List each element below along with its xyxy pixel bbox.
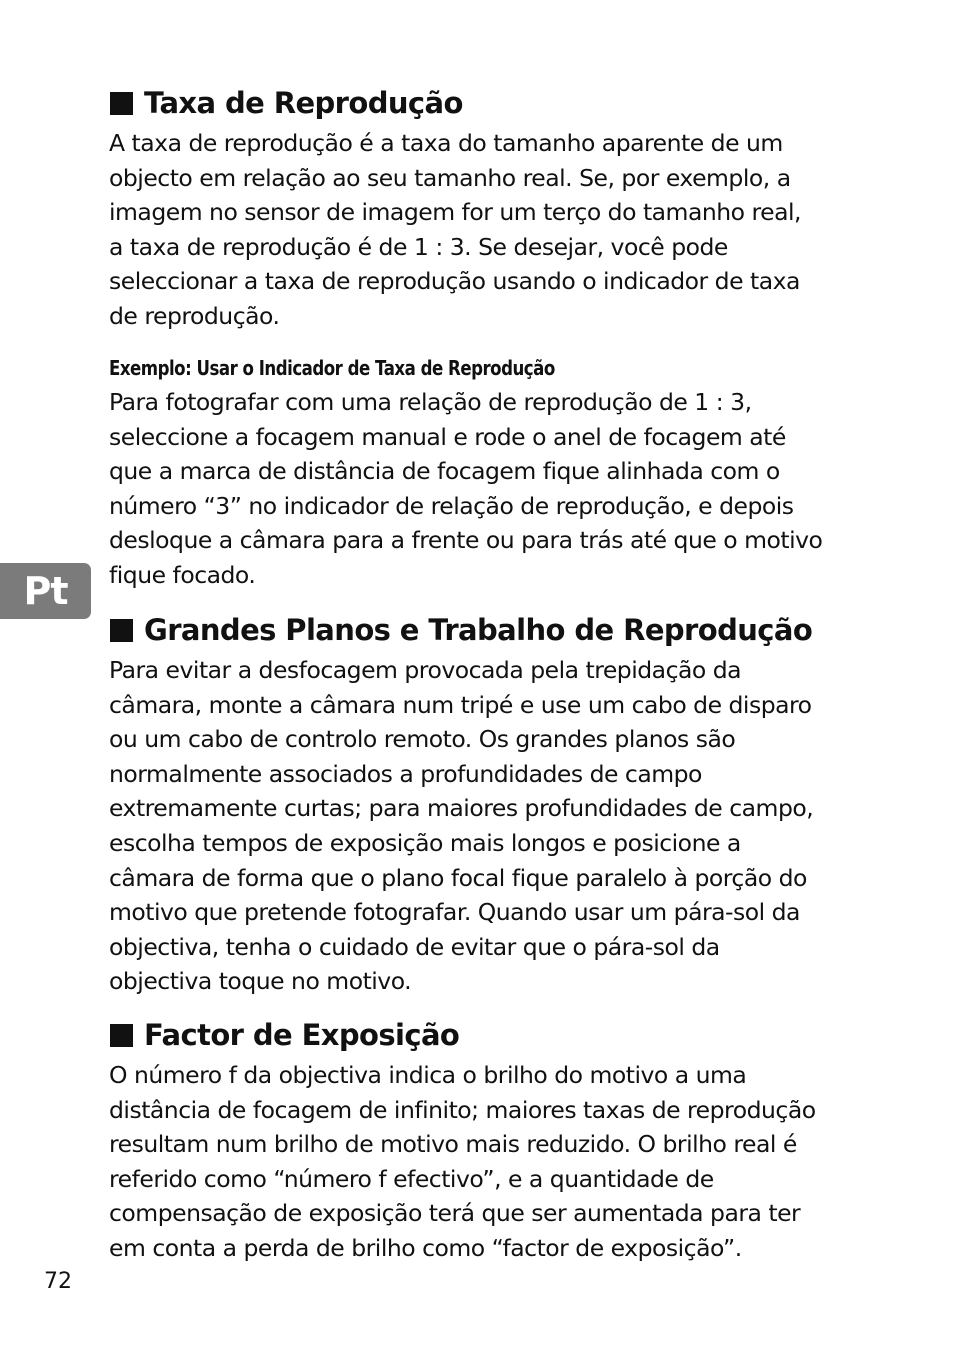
paragraph-line: número “3” no indicador de relação de reprodução, e depois <box>109 491 794 520</box>
paragraph-line: normalmente associados a profundidades de campo <box>109 759 702 788</box>
paragraph-line: a taxa de reprodução é de 1 : 3. Se desejar, você pode <box>109 232 728 261</box>
language-tab <box>0 563 91 619</box>
paragraph-line: de reprodução. <box>109 301 280 330</box>
paragraph-line: resultam num brilho de motivo mais reduzido. O brilho real é <box>109 1130 797 1159</box>
paragraph-line: em conta a perda de brilho como “factor de exposição”. <box>109 1233 742 1262</box>
paragraph-line: ou um cabo de controlo remoto. Os grandes planos são <box>109 725 736 754</box>
paragraph-taxa-de-reproducao <box>109 126 849 334</box>
paragraph-line: fique focado. <box>109 560 256 589</box>
paragraph-line: seleccione a focagem manual e rode o anel de focagem até <box>109 422 786 451</box>
paragraph-line: Para fotografar com uma relação de reprodução de 1 : 3, <box>109 388 752 416</box>
paragraph-line: referido como “número f efectivo”, e a quantidade de <box>109 1164 714 1193</box>
paragraph-line: câmara, monte a câmara num tripé e use um cabo de disparo <box>109 690 812 719</box>
square-bullet-icon <box>110 92 133 115</box>
square-bullet-icon <box>110 619 133 642</box>
paragraph-line: A taxa de reprodução é a taxa do tamanho aparente de um <box>109 129 783 157</box>
section-heading-factor-de-exposicao <box>110 1018 459 1052</box>
paragraph-line: escolha tempos de exposição mais longos e posicione a <box>109 828 741 857</box>
paragraph-line: extremamente curtas; para maiores profundidades de campo, <box>109 794 814 823</box>
paragraph-example <box>109 385 849 593</box>
paragraph-grandes-planos <box>109 653 849 999</box>
language-tab-label: Pt <box>23 569 68 613</box>
paragraph-line: objectiva, tenha o cuidado de evitar que o pára-sol da <box>109 932 720 961</box>
section-heading-grandes-planos <box>110 613 812 647</box>
paragraph-line: O número f da objectiva indica o brilho do motivo a uma <box>109 1061 747 1089</box>
paragraph-line: desloque a câmara para a frente ou para trás até que o motivo <box>109 526 823 555</box>
paragraph-line: motivo que pretende fotografar. Quando usar um pára-sol da <box>109 898 800 927</box>
paragraph-line: objectiva toque no motivo. <box>109 967 412 996</box>
paragraph-line: que a marca de distância de focagem fique alinhada com o <box>109 457 780 486</box>
paragraph-line: câmara de forma que o plano focal fique paralelo à porção do <box>109 863 807 892</box>
section-heading-text: Factor de Exposição <box>144 1018 460 1052</box>
paragraph-line: objecto em relação ao seu tamanho real. Se, por exemplo, a <box>109 163 791 192</box>
paragraph-line: Para evitar a desfocagem provocada pela trepidação da <box>109 656 742 684</box>
paragraph-factor-de-exposicao <box>109 1058 849 1266</box>
paragraph-line: distância de focagem de infinito; maiores taxas de reprodução <box>109 1095 816 1124</box>
square-bullet-icon <box>110 1024 133 1047</box>
section-heading-text: Taxa de Reprodução <box>144 86 463 120</box>
section-heading-taxa-de-reproducao <box>110 86 463 120</box>
paragraph-line: imagem no sensor de imagem for um terço do tamanho real, <box>109 198 801 227</box>
section-heading-text: Grandes Planos e Trabalho de Reprodução <box>144 613 813 647</box>
page-number: 72 <box>44 1269 72 1294</box>
paragraph-line: compensação de exposição terá que ser aumentada para ter <box>109 1199 801 1228</box>
example-subheading: Exemplo: Usar o Indicador de Taxa de Reprodução <box>109 356 555 380</box>
paragraph-line: seleccionar a taxa de reprodução usando o indicador de taxa <box>109 267 800 296</box>
